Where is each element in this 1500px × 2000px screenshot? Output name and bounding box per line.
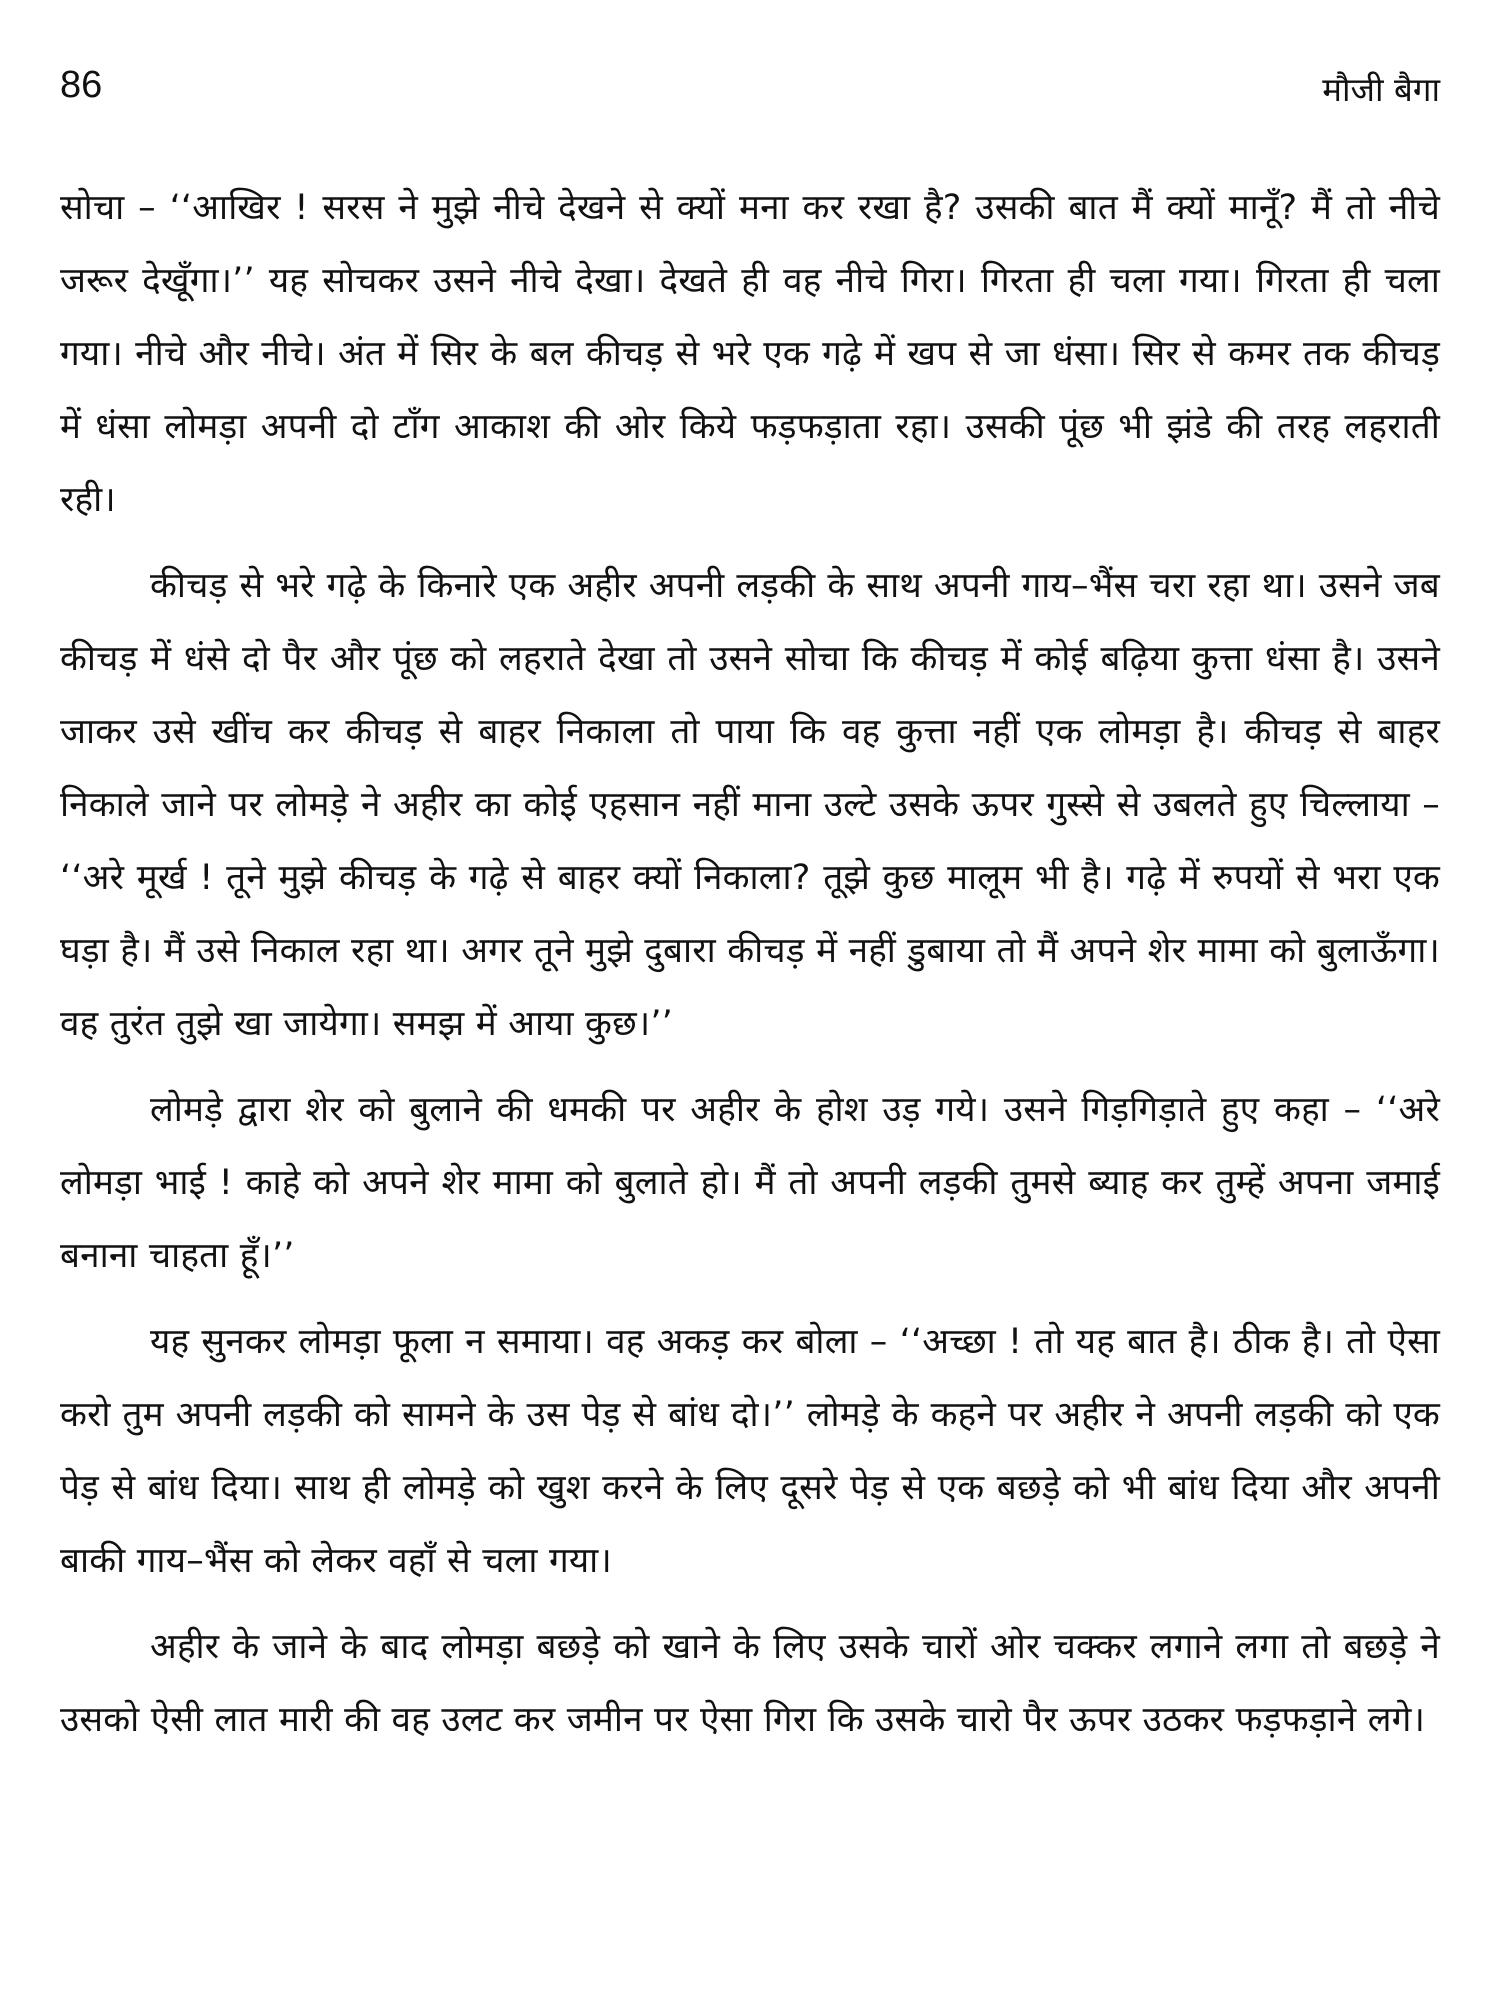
paragraph: अहीर के जाने के बाद लोमड़ा बछड़े को खाने के लिए उसके चारों ओर चक्कर लगाने लगा तो बछड़े ने उसको ऐसी लात मारी की वह उलट कर जमीन पर ऐसा गिरा कि उसके चारो पैर ऊपर उठकर फड़फड़ाने लगे। [60, 1627, 1440, 1740]
body-text [60, 172, 1440, 1757]
paragraph: सोचा – ‘‘आखिर ! सरस ने मुझे नीचे देखने से क्यों मना कर रखा है? उसकी बात मैं क्यों मानूँ? मैं तो नीचे जरूर देखूँगा।’’ यह सोचकर उसने नीचे देखा। देखते ही वह नीचे गिरा। गिरता ही चला गया। गिरता ही चला गया। नीचे और नीचे। अंत में सिर के बल कीचड़ से भरे एक गढ़े में खप से जा धंसा। सिर से कमर तक कीचड़ में धंसा लोमड़ा अपनी दो टाँग आकाश की ओर किये फड़फड़ाता रहा। उसकी पूंछ भी झंडे की तरह लहराती रही। [60, 188, 1440, 520]
paragraph: यह सुनकर लोमड़ा फूला न समाया। वह अकड़ कर बोला – ‘‘अच्छा ! तो यह बात है। ठीक है। तो ऐसा करो तुम अपनी लड़की को सामने के उस पेड़ से बांध दो।’’ लोमड़े के कहने पर अहीर ने अपनी लड़की को एक पेड़ से बांध दिया। साथ ही लोमड़े को खुश करने के लिए दूसरे पेड़ से एक बछड़े को भी बांध दिया और अपनी बाकी गाय–भैंस को लेकर वहाँ से चला गया। [60, 1322, 1440, 1581]
paragraph: कीचड़ से भरे गढ़े के किनारे एक अहीर अपनी लड़की के साथ अपनी गाय–भैंस चरा रहा था। उसने जब कीचड़ में धंसे दो पैर और पूंछ को लहराते देखा तो उसने सोचा कि कीचड़ में कोई बढ़िया कुत्ता धंसा है। उसने जाकर उसे खींच कर कीचड़ से बाहर निकाला तो पाया कि वह कुत्ता नहीं एक लोमड़ा है। कीचड़ से बाहर निकाले जाने पर लोमड़े ने अहीर का कोई एहसान नहीं माना उल्टे उसके ऊपर गुस्से से उबलते हुए चिल्लाया – ‘‘अरे मूर्ख ! तूने मुझे कीचड़ के गढ़े से बाहर क्यों निकाला? तूझे कुछ मालूम भी है। गढ़े में रुपयों से भरा एक घड़ा है। मैं उसे निकाल रहा था। अगर तूने मुझे दुबारा कीचड़ में नहीं डुबाया तो मैं अपने शेर मामा को बुलाऊँगा। वह तुरंत तुझे खा जायेगा। समझ में आया कुछ।’’ [60, 566, 1440, 1044]
running-head: मौजी बैगा [1322, 70, 1440, 109]
book-page [60, 60, 1440, 1960]
page-header [60, 60, 1440, 130]
paragraph: लोमड़े द्वारा शेर को बुलाने की धमकी पर अहीर के होश उड़ गये। उसने गिड़गिड़ाते हुए कहा – ‘‘अरे लोमड़ा भाई ! काहे को अपने शेर मामा को बुलाते हो। मैं तो अपनी लड़की तुमसे ब्याह कर तुम्हें अपना जमाई बनाना चाहता हूँ।’’ [60, 1090, 1440, 1276]
page-number: 86 [60, 64, 103, 106]
